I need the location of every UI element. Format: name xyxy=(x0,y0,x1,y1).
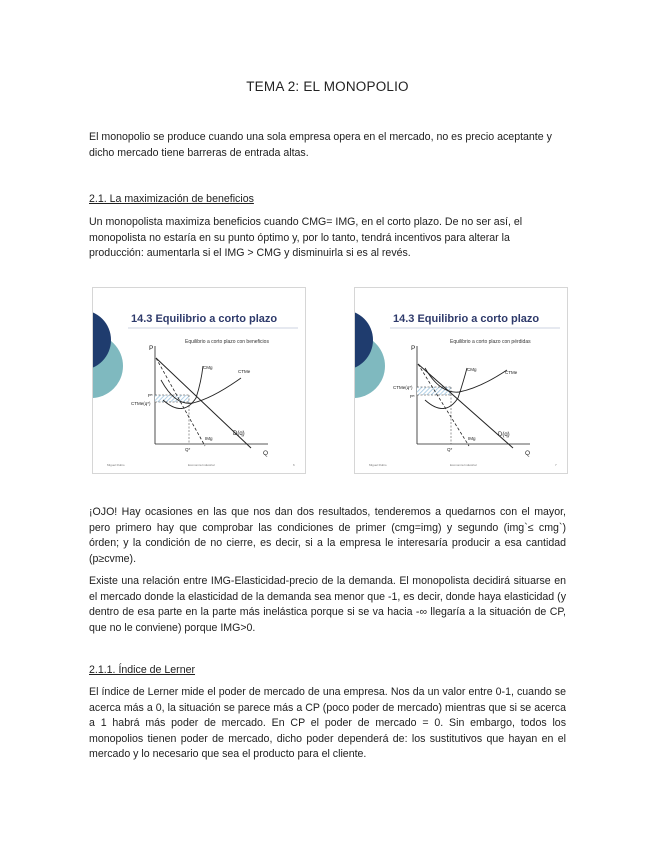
slide-title: 14.3 Equilibrio a corto plazo xyxy=(393,313,540,325)
figure-short-run-losses xyxy=(354,287,568,474)
q-star-label: Q* xyxy=(447,447,453,452)
footer-author: Miguel Rubio xyxy=(107,463,125,467)
chart-subtitle: Equilibrio a corto plazo con beneficios xyxy=(185,339,269,345)
demand-label: D(q) xyxy=(233,431,245,437)
ctme-label: CTMe xyxy=(238,369,251,374)
ctme-q-label: CTMe(q*) xyxy=(131,401,151,406)
figure-short-run-profits xyxy=(92,287,306,474)
section-heading-lerner: 2.1.1. Índice de Lerner xyxy=(89,664,196,676)
footer-course: Economía Industrial xyxy=(188,463,215,467)
img-label: IMg xyxy=(205,436,213,441)
figure-2-graphic xyxy=(355,288,567,473)
ctme-label: CTMe xyxy=(505,370,518,375)
p-axis-label: P xyxy=(149,345,154,352)
figure-1-graphic xyxy=(93,288,305,473)
intro-paragraph: El monopolio se produce cuando una sola empresa opera en el mercado, no es precio aceptante y dicho mercado tiene barreras de entrada altas. xyxy=(89,131,552,159)
demand-label: D(q) xyxy=(498,432,510,438)
p-star-label: P* xyxy=(148,393,153,398)
section-heading-maximization: 2.1. La maximización de beneficios xyxy=(89,193,254,205)
p-star-label: P* xyxy=(410,394,415,399)
elasticity-paragraph: Existe una relación entre IMG-Elasticidad-precio de la demanda. El monopolista decidirá situarse en el mercado donde la elasticidad de la demanda sea menor que -1, es decir, donde haya elasticidad (y dentro de esa parte en la parte más inelástica porque si se va hacia -∞ llegaría a la situación de CP, que no le conviene) porque IMG>0. xyxy=(89,575,566,634)
q-axis-label: Q xyxy=(525,450,531,457)
marginal-revenue-curve xyxy=(418,364,469,446)
ctme-q-label: CTMe(q*) xyxy=(393,385,413,390)
profit-area xyxy=(155,395,189,402)
q-star-label: Q* xyxy=(185,447,191,452)
footer-course: Economía Industrial xyxy=(450,463,477,467)
footer-slide-number: 6 xyxy=(293,463,295,467)
cmg-label: CMg xyxy=(467,367,477,372)
chart-subtitle: Equilibrio a corto plazo con pérdidas xyxy=(450,339,531,345)
q-axis-label: Q xyxy=(263,450,269,457)
img-label: IMg xyxy=(468,436,476,441)
p-axis-label: P xyxy=(411,345,416,352)
lerner-paragraph: El índice de Lerner mide el poder de mercado de una empresa. Nos da un valor entre 0-1, cuando se acerca más a 0, la situación se parece más a CP (poco poder de mercado) mientras que si se acerca a 1 habrá más poder de mercado. En CP el poder de mercado = 0. Sin embargo, todos los monopolios tienen poder de mercado, dicho poder dependerá de: los sustitutivos que hayan en el mercado y lo necesario que sea el producto para el cliente. xyxy=(89,686,566,761)
footer-author: Miguel Rubio xyxy=(369,463,387,467)
maximization-paragraph: Un monopolista maximiza beneficios cuando CMG= IMG, en el corto plazo. De no ser así, el monopolista no estaría en su punto óptimo y, por lo tanto, tendrá incentivos para alterar la producción: aumentarla si el IMG > CMG y disminuirla si es al revés. xyxy=(89,216,523,260)
cmg-label: CMg xyxy=(203,365,213,370)
slide-title: 14.3 Equilibrio a corto plazo xyxy=(131,313,278,325)
warning-paragraph: ¡OJO! Hay ocasiones en las que nos dan dos resultados, tenderemos a quedarnos con el mayor, pero primero hay que comprobar las condiciones de primer (cmg=img) y segundo (img`≤ cmg`) órden; y la condición de no cierre, es decir, si a la empresa le interesaría producir a esa cantidad (p≥cvme). xyxy=(89,506,566,565)
footer-slide-number: 7 xyxy=(555,463,557,467)
page-title: TEMA 2: EL MONOPOLIO xyxy=(246,79,409,94)
